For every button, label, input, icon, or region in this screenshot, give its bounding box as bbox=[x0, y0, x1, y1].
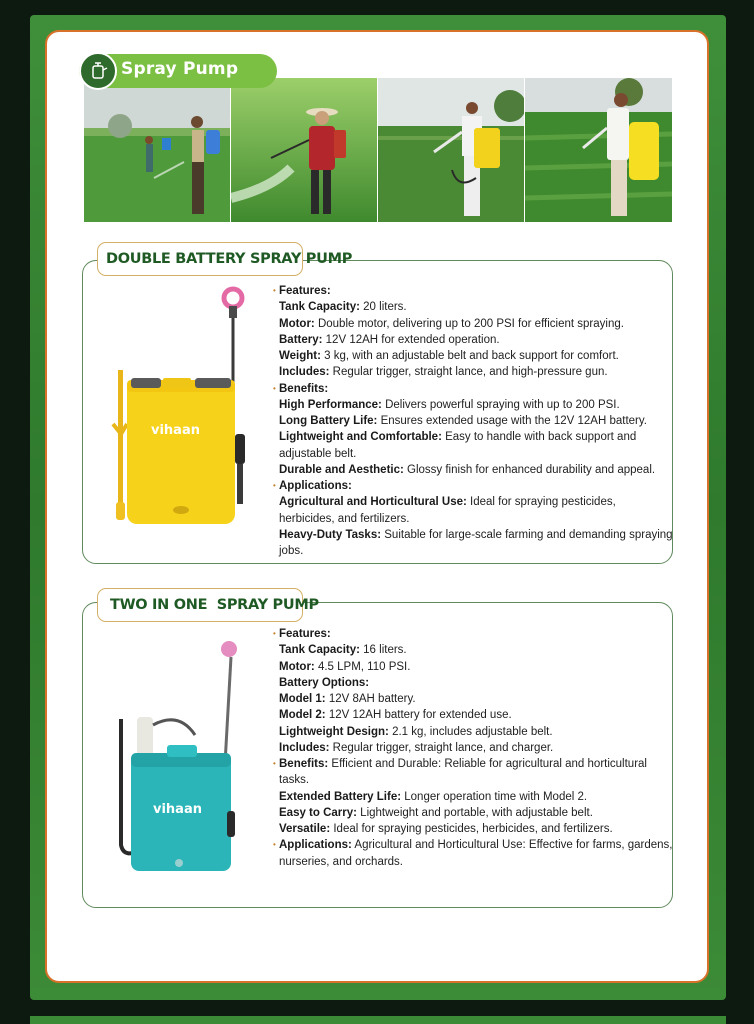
page-title: Spray Pump bbox=[121, 59, 239, 79]
photo-farmers-spraying bbox=[84, 78, 230, 222]
spec-item: Model 2: 12V 12AH battery for extended use. bbox=[279, 709, 512, 722]
sprayer-icon bbox=[79, 52, 117, 90]
svg-text:vihaan: vihaan bbox=[153, 802, 202, 817]
section-title: TWO IN ONE SPRAY PUMP bbox=[110, 597, 319, 613]
spec-item: • Applications: bbox=[273, 478, 673, 494]
spec-item: • Benefits: bbox=[273, 381, 673, 397]
spec-item: • Features: bbox=[273, 283, 673, 299]
spec-item: Battery: 12V 12AH for extended operation. bbox=[279, 333, 500, 346]
spec-item: Weight: 3 kg, with an adjustable belt and back support for comfort. bbox=[279, 350, 619, 362]
spec-item: • Applications: Agricultural and Horticultural Use: Effective for farms, gardens, nurseries, and orchards. bbox=[273, 837, 673, 870]
section-title: DOUBLE BATTERY SPRAY PUMP bbox=[106, 251, 353, 267]
double-battery-spec-list bbox=[273, 283, 673, 559]
spec-item: • Benefits: Efficient and Durable: Reliable for agricultural and horticultural tasks. bbox=[273, 756, 673, 789]
spec-item: Includes: Regular trigger, straight lance, and high-pressure gun. bbox=[279, 366, 608, 379]
two-in-one-pump-image bbox=[109, 635, 254, 875]
spec-item: Tank Capacity: 16 liters. bbox=[279, 644, 407, 657]
next-page-edge bbox=[30, 1016, 726, 1024]
svg-text:vihaan: vihaan bbox=[151, 423, 200, 438]
photo-woman-spraying bbox=[231, 78, 377, 222]
spec-item: Long Battery Life: Ensures extended usage with the 12V 12AH battery. bbox=[279, 415, 647, 427]
section-tab-double-battery bbox=[97, 242, 353, 276]
spec-item: Model 1: 12V 8AH battery. bbox=[279, 693, 416, 705]
double-battery-pump-image bbox=[105, 284, 255, 530]
spec-item: Easy to Carry: Lightweight and portable, with adjustable belt. bbox=[279, 806, 593, 819]
spec-item: Motor: Double motor, delivering up to 200 PSI for efficient spraying. bbox=[279, 317, 624, 330]
spec-item: Durable and Aesthetic: Glossy finish for enhanced durability and appeal. bbox=[279, 463, 656, 476]
brochure-page bbox=[45, 30, 709, 983]
spec-item: Versatile: Ideal for spraying pesticides, herbicides, and fertilizers. bbox=[279, 823, 613, 835]
spec-item: Lightweight and Comfortable: Easy to handle with back support and adjustable belt. bbox=[279, 431, 637, 460]
spec-item: Includes: Regular trigger, straight lance, and charger. bbox=[279, 741, 554, 754]
photo-man-spraying-vegetables bbox=[525, 78, 672, 222]
spec-item: • Features: bbox=[273, 626, 673, 642]
spec-item: Tank Capacity: 20 liters. bbox=[279, 301, 407, 314]
spec-item: High Performance: Delivers powerful spraying with up to 200 PSI. bbox=[279, 398, 620, 411]
spec-item: Heavy-Duty Tasks: Suitable for large-scale farming and demanding spraying jobs. bbox=[279, 528, 673, 557]
two-in-one-spec-list bbox=[273, 626, 673, 870]
spec-item: Battery Options: bbox=[279, 676, 370, 689]
photo-yellow-backpack-pump bbox=[378, 78, 524, 222]
section-tab-two-in-one bbox=[97, 588, 319, 622]
spec-item: Motor: 4.5 LPM, 110 PSI. bbox=[279, 660, 411, 673]
spec-item: Extended Battery Life: Longer operation time with Model 2. bbox=[279, 790, 588, 803]
spec-item: Lightweight Design: 2.1 kg, includes adjustable belt. bbox=[279, 725, 553, 738]
photo-strip bbox=[84, 78, 672, 222]
spec-item: Agricultural and Horticultural Use: Ideal for spraying pesticides, herbicides, and fertilizers. bbox=[279, 496, 616, 525]
